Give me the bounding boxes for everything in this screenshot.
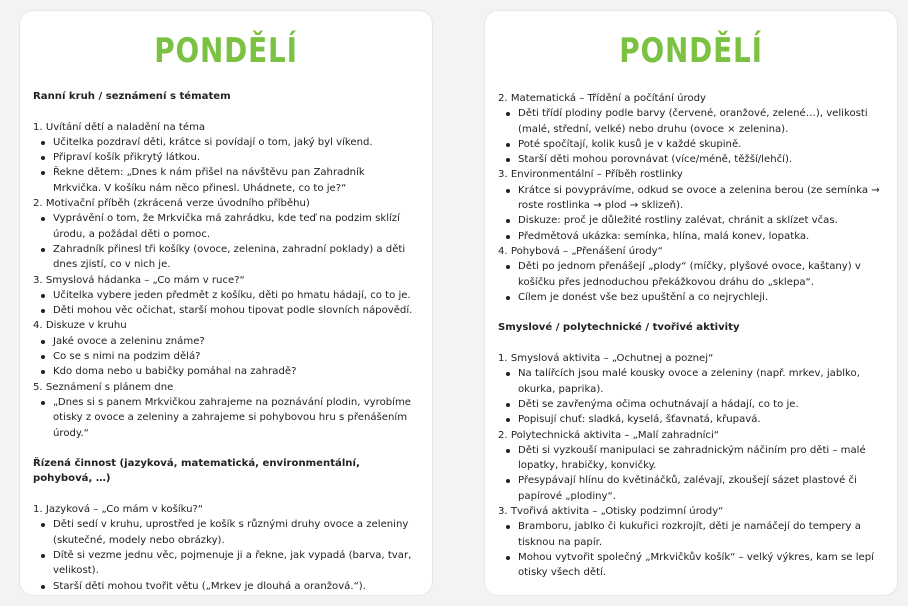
- section-heading: Smyslové / polytechnické / tvořivé aktivity: [498, 322, 740, 334]
- section-list: [498, 351, 887, 580]
- bullet-list: [33, 395, 422, 441]
- list-item: Děti mohou věc očichat, starší mohou tipovat podle slovních nápovědí.: [33, 303, 422, 318]
- list-item: Poté spočítají, kolik kusů je v každé skupině.: [498, 137, 887, 152]
- activity-title: 4. Pohybová – „Přenášení úrody“: [498, 245, 663, 257]
- page-left: [19, 10, 433, 596]
- list-item: Učitelka vybere jeden předmět z košíku, děti po hmatu hádají, co to je.: [33, 288, 422, 303]
- bullet-list: [498, 519, 887, 580]
- bullet-list: [498, 443, 887, 504]
- activity-title: 2. Matematická – Třídění a počítání úrody: [498, 93, 706, 104]
- bullet-list: [498, 106, 887, 167]
- list-item: Co se s nimi na podzim dělá?: [33, 349, 422, 364]
- list-item: Předmětová ukázka: semínka, hlína, malá konev, lopatka.: [498, 229, 887, 244]
- page-content: [498, 91, 887, 581]
- page-title: PONDĚLÍ: [154, 31, 298, 71]
- activity-title: 3. Smyslová hádanka – „Co mám v ruce?“: [33, 274, 245, 286]
- section-heading: Ranní kruh / seznámení s tématem: [33, 91, 231, 102]
- activity-title: 3. Environmentální – Příběh rostlinky: [498, 169, 683, 181]
- bullet-list: [33, 135, 422, 196]
- activity-title: 3. Tvořivá aktivita – „Otisky podzimní úrody“: [498, 506, 724, 518]
- activity-title: 2. Polytechnická aktivita – „Malí zahradníci“: [498, 429, 719, 441]
- activity-title: 5. Seznámení s plánem dne: [33, 381, 174, 393]
- list-item: Připraví košík přikrytý látkou.: [33, 150, 422, 165]
- list-item: Děti si vyzkouší manipulaci se zahradnickým náčiním pro děti – malé lopatky, hrabičky, konvičky.: [498, 443, 887, 474]
- list-item: Popisují chuť: sladká, kyselá, šťavnatá, křupavá.: [498, 412, 887, 427]
- page-right: [484, 10, 898, 596]
- list-item: Děti se zavřenýma očima ochutnávají a hádají, co to je.: [498, 397, 887, 412]
- section-list: [33, 502, 422, 594]
- list-item: Krátce si povyprávíme, odkud se ovoce a zelenina berou (ze semínka → roste rostlinka → plod → sklizeň).: [498, 183, 887, 214]
- activity-title: 1. Uvítání dětí a naladění na téma: [33, 121, 206, 133]
- section-list: [498, 91, 887, 305]
- list-item: Dítě si vezme jednu věc, pojmenuje ji a řekne, jak vypadá (barva, tvar, velikost).: [33, 548, 422, 579]
- list-item: Starší děti mohou porovnávat (více/méně, těžší/lehčí).: [498, 152, 887, 167]
- page-content: [33, 89, 422, 594]
- page-title: PONDĚLÍ: [619, 31, 763, 71]
- list-item: Mohou vytvořit společný „Mrkvičkův košík“ – velký výkres, kam se lepí otisky všech dětí.: [498, 550, 887, 581]
- list-item: Děti po jednom přenášejí „plody“ (míčky, plyšové ovoce, kaštany) v košíčku přes jednoduchou překážkovou dráhu do „sklepa“.: [498, 259, 887, 290]
- bullet-list: [33, 517, 422, 593]
- section-heading: Řízená činnost (jazyková, matematická, environmentální, pohybová, …): [33, 458, 360, 485]
- list-item: Přesypávají hlínu do květináčků, zalévají, zkoušejí sázet plastové či papírové „plodiny“.: [498, 473, 887, 504]
- bullet-list: [498, 366, 887, 427]
- bullet-list: [498, 259, 887, 305]
- activity-title: 1. Smyslová aktivita – „Ochutnej a poznej“: [498, 353, 714, 365]
- list-item: Děti třídí plodiny podle barvy (červené, oranžové, zelené…), velikosti (malé, střední, velké) nebo druhu (ovoce × zelenina).: [498, 106, 887, 137]
- list-item: Na talířcích jsou malé kousky ovoce a zeleniny (např. mrkev, jablko, okurka, paprika).: [498, 366, 887, 397]
- section-list: [33, 120, 422, 441]
- list-item: Cílem je donést vše bez upuštění a co nejrychleji.: [498, 290, 887, 305]
- list-item: Učitelka pozdraví děti, krátce si povídají o tom, jaký byl víkend.: [33, 135, 422, 150]
- list-item: Děti sedí v kruhu, uprostřed je košík s různými druhy ovoce a zeleniny (skutečné, modely nebo obrázky).: [33, 517, 422, 548]
- bullet-list: [498, 183, 887, 244]
- list-item: Zahradník přinesl tři košíky (ovoce, zelenina, zahradní poklady) a děti dnes zjistí, co v nich je.: [33, 242, 422, 273]
- activity-title: 1. Jazyková – „Co mám v košíku?“: [33, 504, 204, 516]
- list-item: Diskuze: proč je důležité rostliny zalévat, chránit a sklízet včas.: [498, 213, 887, 228]
- list-item: Kdo doma nebo u babičky pomáhal na zahradě?: [33, 364, 422, 379]
- activity-title: 4. Diskuze v kruhu: [33, 320, 127, 332]
- list-item: Řekne dětem: „Dnes k nám přišel na návštěvu pan Zahradník Mrkvička. V košíku nám něco přinesl. Uhádnete, co to je?“: [33, 165, 422, 196]
- bullet-list: [33, 288, 422, 319]
- list-item: Bramboru, jablko či kukuřici rozkrojít, děti je namáčejí do tempery a tisknou na papír.: [498, 519, 887, 550]
- list-item: Vyprávění o tom, že Mrkvička má zahrádku, kde teď na podzim sklízí úrodu, a požádal děti o pomoc.: [33, 211, 422, 242]
- bullet-list: [33, 334, 422, 380]
- activity-title: 2. Motivační příběh (zkrácená verze úvodního příběhu): [33, 198, 310, 210]
- list-item: „Dnes si s panem Mrkvičkou zahrajeme na poznávání plodin, vyrobíme otisky z ovoce a zeleniny a zahrajeme si pohybovou hru s přenášením úrody.“: [33, 395, 422, 441]
- bullet-list: [33, 211, 422, 272]
- list-item: Starší děti mohou tvořit větu („Mrkev je dlouhá a oranžová.“).: [33, 579, 422, 594]
- list-item: Jaké ovoce a zeleninu známe?: [33, 334, 422, 349]
